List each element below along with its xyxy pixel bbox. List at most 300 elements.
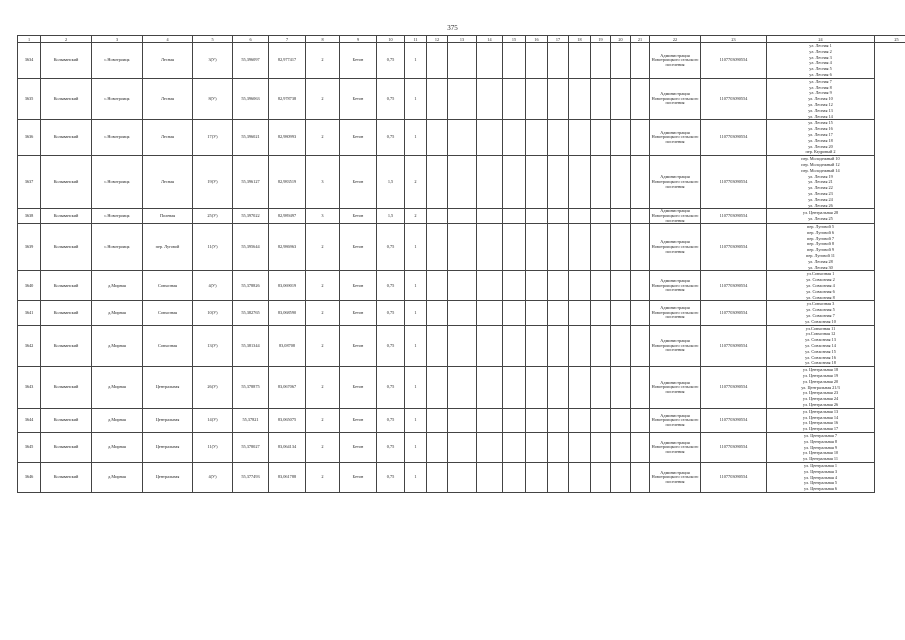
cell-empty [631, 156, 650, 209]
cell-empty [526, 271, 548, 301]
cell-settlement: д.Мирная [92, 462, 143, 492]
cell-empty [591, 156, 611, 209]
cell-ogrn: 1107703090554 [701, 78, 767, 120]
cell-empty [631, 301, 650, 325]
address-line: пер. Молодежный 12 [801, 161, 840, 167]
cell-count: 1 [405, 43, 427, 79]
cell-addresses [767, 325, 875, 367]
address-line: ул. Центральная 23 [802, 390, 839, 396]
address-line: ул. Центральная 28 [802, 210, 839, 216]
table-row [18, 43, 905, 79]
cell-district: Колыванский [41, 43, 92, 79]
cell-addresses [767, 156, 875, 209]
address-line: ул. Центральная 7 [803, 432, 838, 438]
cell-empty [569, 462, 591, 492]
address-line: ул. Центральная 20 [802, 378, 839, 384]
table-row [18, 408, 905, 432]
cell-lat: 55,396127 [233, 156, 269, 209]
address-line: ул. Лесная 14 [808, 113, 833, 119]
cell-cover: Бетон [340, 325, 377, 367]
cell-c8: 2 [306, 43, 340, 79]
address-line: ул. Совхозная 13 [805, 337, 836, 343]
cell-empty [503, 78, 526, 120]
cell-empty [548, 325, 569, 367]
address-line: ул. Лесная 23 [808, 190, 833, 196]
cell-c8: 2 [306, 325, 340, 367]
cell-area: 1,5 [377, 156, 405, 209]
address-line: ул. Лесная 7 [809, 78, 832, 84]
cell-empty [591, 325, 611, 367]
cell-house: 25(У) [193, 209, 233, 224]
cell-empty [591, 78, 611, 120]
cell-empty [548, 462, 569, 492]
cell-admin: Администрация Новотроицкого сельского поселения [650, 367, 701, 409]
cell-empty [591, 209, 611, 224]
address-line: ул. Лесная 2 [809, 48, 832, 54]
column-number-cell: 7 [269, 36, 306, 43]
cell-empty [427, 408, 448, 432]
address-line: ул. Совхозная 6 [806, 288, 835, 294]
table-row [18, 432, 905, 462]
cell-settlement: с.Новотроицк [92, 78, 143, 120]
address-line: ул. Совхозная 5 [806, 307, 835, 313]
cell-empty [448, 43, 477, 79]
cell-id: 3641 [18, 301, 41, 325]
cell-cover: Бетон [340, 224, 377, 271]
address-line: пер. Луговой 5 [807, 224, 834, 230]
address-line: ул. Лесная 6 [809, 71, 832, 77]
cell-house: 4(У) [193, 462, 233, 492]
cell-id: 3643 [18, 367, 41, 409]
cell-empty [427, 301, 448, 325]
cell-district: Колыванский [41, 301, 92, 325]
cell-id: 3646 [18, 462, 41, 492]
cell-lon: 82,983519 [269, 156, 306, 209]
cell-area: 0,75 [377, 367, 405, 409]
cell-settlement: д.Мирная [92, 301, 143, 325]
cell-street: Лесная [143, 43, 193, 79]
cell-cover: Бетон [340, 462, 377, 492]
cell-id: 3640 [18, 271, 41, 301]
cell-empty [448, 120, 477, 156]
address-line: ул. Лесная 4 [809, 60, 832, 66]
address-line: ул. Совхозная 14 [805, 343, 836, 349]
cell-empty [569, 209, 591, 224]
cell-empty [427, 224, 448, 271]
cell-settlement: д.Мирная [92, 408, 143, 432]
cell-empty [526, 432, 548, 462]
cell-area: 0,75 [377, 462, 405, 492]
cell-street: Лесная [143, 156, 193, 209]
cell-empty [611, 224, 631, 271]
cell-id: 3638 [18, 209, 41, 224]
cell-count: 1 [405, 325, 427, 367]
cell-id: 3639 [18, 224, 41, 271]
address-line: ул. Центральная 14 [802, 414, 839, 420]
column-number-cell: 4 [143, 36, 193, 43]
cell-empty [611, 78, 631, 120]
cell-lon: 82,977417 [269, 43, 306, 79]
table-row [18, 301, 905, 325]
cell-empty [526, 78, 548, 120]
cell-house: 14(У) [193, 408, 233, 432]
cell-empty [503, 120, 526, 156]
cell-empty [477, 209, 503, 224]
cell-district: Колыванский [41, 367, 92, 409]
cell-empty [448, 462, 477, 492]
address-line: ул.Совхозная 3 [806, 301, 835, 307]
cell-district: Колыванский [41, 271, 92, 301]
cell-empty [611, 432, 631, 462]
cell-empty [427, 367, 448, 409]
cell-empty [477, 43, 503, 79]
cell-district: Колыванский [41, 156, 92, 209]
address-line: ул. Центральная 8 [803, 438, 838, 444]
cell-count: 1 [405, 408, 427, 432]
cell-house: 10(У) [193, 301, 233, 325]
address-line: ул.Совхозная 11 [805, 325, 836, 331]
cell-empty [526, 301, 548, 325]
cell-area: 0,75 [377, 408, 405, 432]
cell-count: 2 [405, 156, 427, 209]
cell-empty [448, 271, 477, 301]
cell-empty [569, 271, 591, 301]
cell-ogrn: 1107703090554 [701, 408, 767, 432]
address-line: ул. Центральная 26 [802, 402, 839, 407]
cell-lat: 55,378027 [233, 432, 269, 462]
cell-settlement: с.Новотроицк [92, 43, 143, 79]
cell-addresses [767, 367, 875, 409]
cell-empty [631, 209, 650, 224]
address-line: ул. Совхозная 16 [805, 354, 836, 360]
address-line: пер. Молодежный 10 [801, 156, 840, 162]
column-number-cell: 8 [306, 36, 340, 43]
cell-c8: 2 [306, 78, 340, 120]
cell-street: Совхозная [143, 271, 193, 301]
cell-house: 3(У) [193, 43, 233, 79]
address-line: ул. Лесная 16 [808, 126, 833, 132]
address-line: ул. Лесная 1 [809, 43, 832, 48]
cell-area: 0,75 [377, 271, 405, 301]
cell-empty [427, 120, 448, 156]
address-line: ул. Лесная 21 [808, 179, 833, 185]
address-line: пер. Кедровый 2 [805, 149, 836, 155]
cell-empty [427, 325, 448, 367]
address-line: ул. Центральная 5 [803, 480, 838, 486]
cell-area: 0,75 [377, 301, 405, 325]
address-line: ул. Совхозная 10 [805, 318, 836, 324]
address-line: ул. Лесная 30 [808, 264, 833, 270]
column-number-cell: 22 [650, 36, 701, 43]
address-line: ул. Центральная 6 [803, 486, 838, 492]
cell-lat: 55,378826 [233, 271, 269, 301]
cell-empty [569, 432, 591, 462]
cell-lon: 83,067067 [269, 367, 306, 409]
cell-empty [477, 271, 503, 301]
cell-street: Центральная [143, 462, 193, 492]
address-line: ул. Центральная 11 [802, 456, 839, 462]
cell-empty [591, 43, 611, 79]
cell-empty [477, 156, 503, 209]
address-line: ул. Центральная 10 [802, 450, 839, 456]
cell-admin: Администрация Новотроицкого сельского поселения [650, 432, 701, 462]
address-line: ул. Лесная 3 [809, 54, 832, 60]
cell-empty [427, 43, 448, 79]
table-row [18, 120, 905, 156]
cell-empty [548, 78, 569, 120]
cell-empty [591, 408, 611, 432]
cell-empty [631, 325, 650, 367]
cell-empty [569, 78, 591, 120]
cell-empty [548, 224, 569, 271]
cell-empty [569, 325, 591, 367]
cell-empty [548, 408, 569, 432]
cell-empty [526, 224, 548, 271]
column-number-cell: 9 [340, 36, 377, 43]
cell-empty [503, 462, 526, 492]
column-number-cell: 11 [405, 36, 427, 43]
cell-empty [591, 224, 611, 271]
cell-empty [631, 224, 650, 271]
address-line: пер. Луговой 11 [806, 253, 835, 259]
cell-empty [631, 432, 650, 462]
cell-count: 1 [405, 432, 427, 462]
cell-admin: Администрация Новотроицкого сельского поселения [650, 120, 701, 156]
cell-c8: 2 [306, 301, 340, 325]
cell-district: Колыванский [41, 432, 92, 462]
address-line: ул.Совхозная 12 [805, 331, 836, 337]
cell-empty [477, 301, 503, 325]
cell-lat: 55,378875 [233, 367, 269, 409]
cell-house: 4(У) [193, 271, 233, 301]
table-row [18, 367, 905, 409]
cell-addresses [767, 271, 875, 301]
cell-ogrn: 1107703090554 [701, 224, 767, 271]
cell-empty [631, 367, 650, 409]
cell-id: 3645 [18, 432, 41, 462]
cell-admin: Администрация Новотроицкого сельского поселения [650, 78, 701, 120]
cell-house: 8(У) [193, 78, 233, 120]
cell-street: пер. Луговой [143, 224, 193, 271]
cell-empty [569, 120, 591, 156]
address-line: ул. Совхозная 4 [806, 283, 835, 289]
cell-district: Колыванский [41, 462, 92, 492]
cell-district: Колыванский [41, 224, 92, 271]
cell-addresses [767, 209, 875, 224]
cell-empty [477, 367, 503, 409]
cell-settlement: д.Мирная [92, 367, 143, 409]
cell-c8: 3 [306, 209, 340, 224]
cell-empty [548, 271, 569, 301]
cell-area: 0,75 [377, 43, 405, 79]
cell-admin: Администрация Новотроицкого сельского поселения [650, 43, 701, 79]
cell-empty [526, 120, 548, 156]
cell-lat: 55,377493 [233, 462, 269, 492]
cell-cover: Бетон [340, 408, 377, 432]
cell-count: 1 [405, 367, 427, 409]
cell-id: 3642 [18, 325, 41, 367]
table-row [18, 209, 905, 224]
cell-count: 1 [405, 301, 427, 325]
cell-empty [611, 408, 631, 432]
cell-cover: Бетон [340, 271, 377, 301]
cell-lat: 55,382765 [233, 301, 269, 325]
address-line: ул. Центральная 16 [802, 420, 839, 426]
address-line: ул. Лесная 19 [808, 173, 833, 179]
column-number-cell: 20 [611, 36, 631, 43]
address-line: ул. Совхозная 2 [806, 277, 835, 283]
cell-empty [631, 120, 650, 156]
cell-lat: 55,395644 [233, 224, 269, 271]
cell-empty [526, 408, 548, 432]
cell-id: 3635 [18, 78, 41, 120]
table-row [18, 156, 905, 209]
column-number-cell: 5 [193, 36, 233, 43]
column-number-cell: 1 [18, 36, 41, 43]
cell-cover: Бетон [340, 367, 377, 409]
address-line: ул. Лесная 10 [808, 96, 833, 102]
cell-lon: 82,986963 [269, 224, 306, 271]
cell-addresses [767, 408, 875, 432]
cell-empty [427, 78, 448, 120]
cell-count: 1 [405, 120, 427, 156]
cell-empty [526, 367, 548, 409]
cell-street: Центральная [143, 432, 193, 462]
cell-ogrn: 1107703090554 [701, 432, 767, 462]
cell-empty [503, 367, 526, 409]
cell-ogrn: 1107703090554 [701, 271, 767, 301]
cell-empty [427, 209, 448, 224]
address-line: ул. Лесная 18 [808, 137, 833, 143]
cell-empty [526, 156, 548, 209]
cell-empty [448, 301, 477, 325]
cell-empty [448, 367, 477, 409]
cell-admin: Администрация Новотроицкого сельского поселения [650, 156, 701, 209]
address-line: ул. Лесная 5 [809, 66, 832, 72]
cell-area: 1,5 [377, 209, 405, 224]
cell-empty [448, 408, 477, 432]
cell-settlement: д.Мирная [92, 325, 143, 367]
cell-c8: 2 [306, 224, 340, 271]
address-line: ул. Совхозная 8 [806, 294, 835, 300]
cell-c8: 2 [306, 462, 340, 492]
address-line: ул. Центральная 4 [803, 474, 838, 480]
cell-empty [477, 462, 503, 492]
cell-lat: 55,381344 [233, 325, 269, 367]
address-line: ул. Центральная 17 [802, 426, 839, 432]
cell-empty [591, 271, 611, 301]
table-body [18, 36, 905, 493]
cell-empty [591, 301, 611, 325]
cell-id: 3637 [18, 156, 41, 209]
cell-id: 3636 [18, 120, 41, 156]
cell-empty [569, 224, 591, 271]
cell-id: 3634 [18, 43, 41, 79]
cell-empty [503, 209, 526, 224]
address-line: ул. Центральная 9 [803, 444, 838, 450]
cell-empty [548, 301, 569, 325]
cell-settlement: д.Мирная [92, 271, 143, 301]
cell-empty [611, 301, 631, 325]
cell-c8: 2 [306, 408, 340, 432]
cell-admin: Администрация Новотроицкого сельского поселения [650, 209, 701, 224]
cell-empty [477, 224, 503, 271]
cell-empty [477, 78, 503, 120]
cell-addresses [767, 78, 875, 120]
registry-table-container [17, 35, 898, 493]
cell-lat: 55,397022 [233, 209, 269, 224]
cell-empty [448, 209, 477, 224]
address-line: ул. Центральная 18 [802, 367, 839, 373]
cell-cover: Бетон [340, 301, 377, 325]
cell-c8: 3 [306, 156, 340, 209]
address-line: ул. Лесная 24 [808, 196, 833, 202]
cell-empty [611, 209, 631, 224]
cell-lon: 83,065075 [269, 408, 306, 432]
address-line: ул. Лесная 12 [808, 101, 833, 107]
address-line: ул. Центральная 21/3 [801, 384, 840, 390]
cell-cover: Бетон [340, 156, 377, 209]
cell-empty [427, 156, 448, 209]
cell-house: 17(У) [193, 120, 233, 156]
cell-empty [591, 120, 611, 156]
address-line: ул. Совхозная 18 [805, 360, 836, 366]
table-row [18, 271, 905, 301]
cell-empty [611, 462, 631, 492]
address-line: ул. Лесная 15 [808, 120, 833, 126]
cell-ogrn: 1107703090554 [701, 120, 767, 156]
cell-district: Колыванский [41, 78, 92, 120]
cell-lon: 83,068590 [269, 301, 306, 325]
cell-district: Колыванский [41, 325, 92, 367]
cell-lat: 55,37821 [233, 408, 269, 432]
cell-street: Центральная [143, 367, 193, 409]
address-line: ул. Совхозная 7 [806, 313, 835, 319]
column-number-cell: 6 [233, 36, 269, 43]
cell-ogrn: 1107703090554 [701, 209, 767, 224]
column-number-cell: 19 [591, 36, 611, 43]
cell-empty [548, 120, 569, 156]
cell-addresses [767, 462, 875, 492]
cell-settlement: с.Новотроицк [92, 224, 143, 271]
address-line: ул. Центральная 1 [803, 462, 838, 468]
column-number-cell: 3 [92, 36, 143, 43]
cell-ogrn: 1107703090554 [701, 462, 767, 492]
address-line: ул. Центральная 24 [802, 396, 839, 402]
cell-street: Совхозная [143, 301, 193, 325]
cell-empty [611, 271, 631, 301]
cell-lat: 55,396021 [233, 120, 269, 156]
cell-addresses [767, 120, 875, 156]
cell-empty [503, 301, 526, 325]
address-line: пер. Луговой 7 [807, 235, 834, 241]
cell-area: 0,75 [377, 325, 405, 367]
cell-empty [503, 224, 526, 271]
cell-settlement: с.Новотроицк [92, 120, 143, 156]
column-number-cell: 23 [701, 36, 767, 43]
cell-c8: 2 [306, 432, 340, 462]
address-line: ул. Совхозная 15 [805, 348, 836, 354]
cell-empty [427, 462, 448, 492]
cell-lon: 83,064134 [269, 432, 306, 462]
cell-addresses [767, 43, 875, 79]
cell-empty [591, 367, 611, 409]
cell-admin: Администрация Новотроицкого сельского поселения [650, 271, 701, 301]
cell-lon: 82,980993 [269, 120, 306, 156]
cell-lon: 83,069019 [269, 271, 306, 301]
table-row [18, 224, 905, 271]
cell-ogrn: 1107703090554 [701, 301, 767, 325]
